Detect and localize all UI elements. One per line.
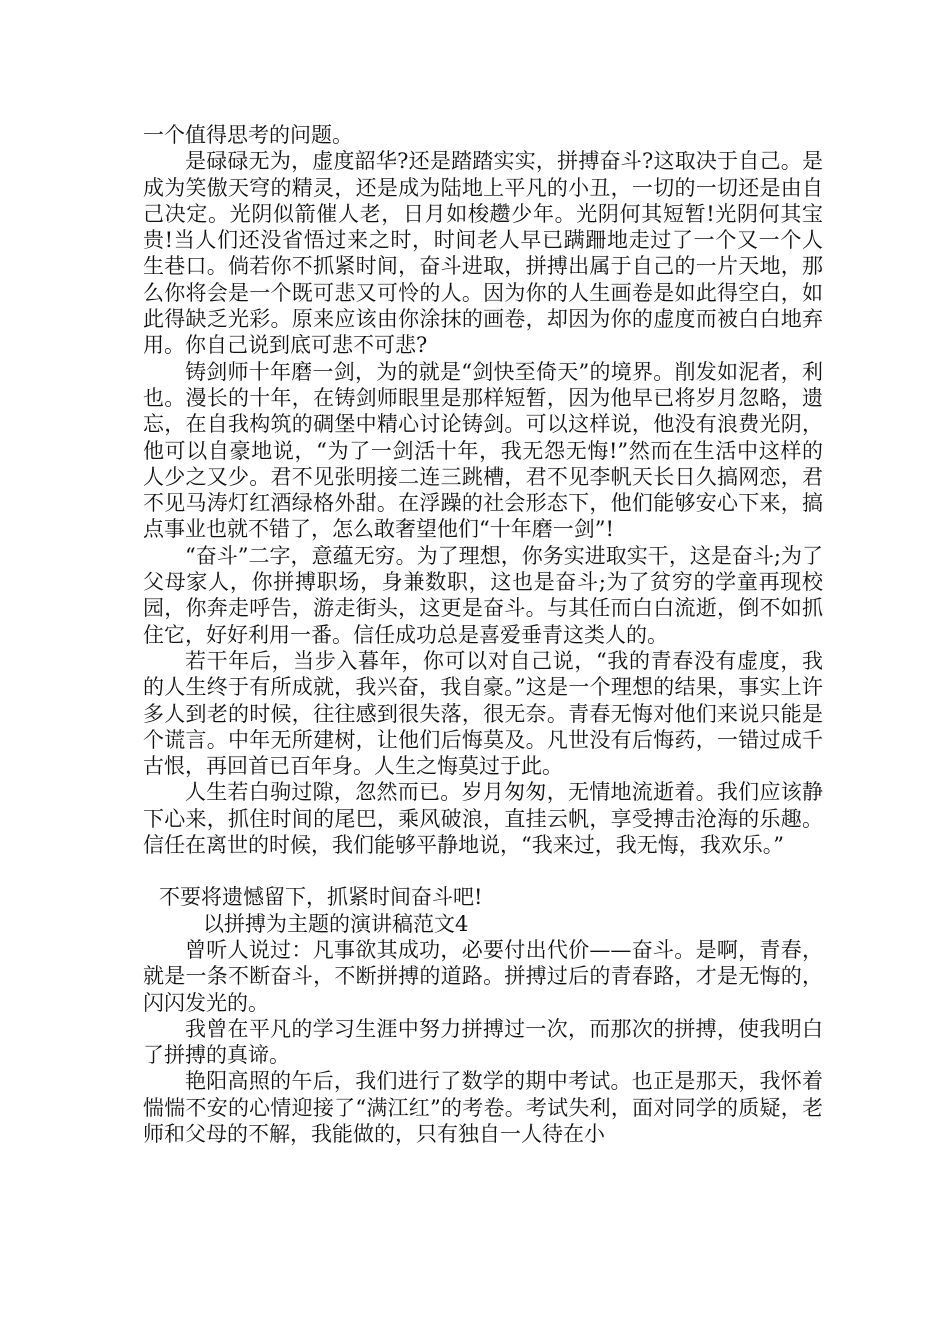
document-page xyxy=(143,122,823,1147)
paragraph: 人生若白驹过隙，忽然而已。岁月匆匆，无情地流逝着。我们应该静下心来，抓住时间的尾巴，乘风破浪，直挂云帆，享受搏击沧海的乐趣。信任在离世的时候，我们能够平静地说，“我来过，我无悔，我欢乐。” xyxy=(143,780,823,858)
closing-line: 不要将遗憾留下，抓紧时间奋斗吧! xyxy=(159,885,483,910)
paragraph: 艳阳高照的午后，我们进行了数学的期中考试。也正是那天，我怀着惴惴不安的心情迎接了“满江红”的考卷。考试失利，面对同学的质疑，老师和父母的不解，我能做的，只有独自一人待在小 xyxy=(143,1069,823,1146)
paragraph-continuation: 一个值得思考的问题。 xyxy=(143,123,353,147)
section-title: 以拼搏为主题的演讲稿范文4 xyxy=(203,911,469,936)
paragraph: 若干年后，当步入暮年，你可以对自己说，“我的青春没有虚度，我的人生终于有所成就，我兴奋，我自豪。”这是一个理想的结果，事实上许多人到老的时候，往往感到很失落，很无奈。青春无悔对他们来说只能是个谎言。中年无所建树，让他们后悔莫及。凡世没有后悔药，一错过成千古恨，再回首已百年身。人生之悔莫过于此。 xyxy=(143,648,823,779)
paragraph: 我曾在平凡的学习生涯中努力拼搏过一次，而那次的拼搏，使我明白了拼搏的真谛。 xyxy=(143,1016,823,1068)
paragraph: 是碌碌无为，虚度韶华?还是踏踏实实，拼搏奋斗?这取决于自己。是成为笑傲天穹的精灵，还是成为陆地上平凡的小丑，一切的一切还是由自己决定。光阴似箭催人老，日月如梭趱少年。光阴何其短暂!光阴何其宝贵!当人们还没省悟过来之时，时间老人早已蹒跚地走过了一个又一个人生巷口。倘若你不抓紧时间，奋斗进取，拼搏出属于自己的一片天地，那么你将会是一个既可悲又可怜的人。因为你的人生画卷是如此得空白，如此得缺乏光彩。原来应该由你涂抹的画卷，却因为你的虚度而被白白地弃用。你自己说到底可悲不可悲? xyxy=(143,149,823,358)
paragraph: “奋斗”二字，意蕴无穷。为了理想，你务实进取实干，这是奋斗;为了父母家人，你拼搏职场，身兼数职，这也是奋斗;为了贫穷的学童再现校园，你奔走呼告，游走街头，这更是奋斗。与其任而白白流逝，倒不如抓住它，好好利用一番。信任成功总是喜爱垂青这类人的。 xyxy=(143,543,823,647)
paragraph: 曾听人说过：凡事欲其成功，必要付出代价——奋斗。是啊，青春，就是一条不断奋斗，不断拼搏的道路。拼搏过后的青春路，才是无悔的，闪闪发光的。 xyxy=(143,937,823,1015)
paragraph: 铸剑师十年磨一剑，为的就是“剑快至倚天”的境界。削发如泥者，利也。漫长的十年，在铸剑师眼里是那样短暂，因为他早已将岁月忽略，遗忘，在自我构筑的碉堡中精心讨论铸剑。可以这样说，他没有浪费光阴，他可以自豪地说，“为了一剑活十年，我无怨无悔!”然而在生活中这样的人少之又少。君不见张明接二连三跳槽，君不见李帆天长日久搞网恋，君不见马涛灯红酒绿格外甜。在浮躁的社会形态下，他们能够安心下来，搞点事业也就不错了，怎么敢奢望他们“十年磨一剑”! xyxy=(143,359,823,542)
